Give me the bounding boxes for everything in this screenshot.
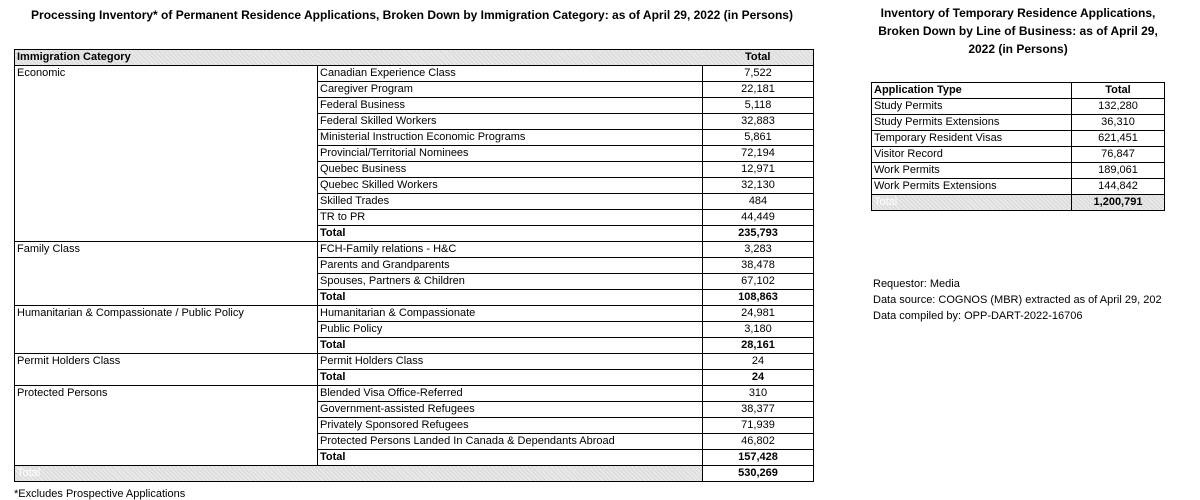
table-row xyxy=(872,147,1165,163)
requestor-text: Requestor: Media xyxy=(873,278,960,290)
report-metadata xyxy=(873,276,1162,324)
immigration-category: Permit Holders Class xyxy=(15,354,318,370)
table-row xyxy=(15,434,814,450)
application-value: 36,310 xyxy=(1072,115,1165,131)
category-blank xyxy=(15,114,318,130)
program-value: 3,180 xyxy=(703,322,814,338)
table-row xyxy=(15,178,814,194)
program-name: Canadian Experience Class xyxy=(318,66,703,82)
program-name: Federal Business xyxy=(318,98,703,114)
table-row xyxy=(15,210,814,226)
header-total: Total xyxy=(1072,83,1165,99)
grand-total-value: 530,269 xyxy=(738,467,778,479)
header-total: Total xyxy=(703,50,814,66)
subtotal-value: 24 xyxy=(703,370,814,386)
program-name: Quebec Business xyxy=(318,162,703,178)
subtotal-row xyxy=(15,370,814,386)
application-value: 144,842 xyxy=(1072,179,1165,195)
data-source-text: Data source: COGNOS (MBR) extracted as of April 29, 202 xyxy=(873,294,1162,306)
category-blank xyxy=(15,82,318,98)
program-name: Provincial/Territorial Nominees xyxy=(318,146,703,162)
permanent-table-header xyxy=(15,50,814,66)
program-value: 5,118 xyxy=(703,98,814,114)
table-row xyxy=(15,146,814,162)
subtotal-label: Total xyxy=(318,226,703,242)
subtotal-row xyxy=(15,226,814,242)
program-value: 32,130 xyxy=(703,178,814,194)
subtotal-label: Total xyxy=(318,290,703,306)
program-name: Caregiver Program xyxy=(318,82,703,98)
subtotal-row xyxy=(15,338,814,354)
permanent-residence-title: Processing Inventory* of Permanent Residence Applications, Broken Down by Immigration Category: as of April 29, 2022 (in Persons) xyxy=(31,8,793,22)
program-value: 71,939 xyxy=(703,418,814,434)
application-type: Work Permits Extensions xyxy=(872,179,1072,195)
subtotal-row xyxy=(15,450,814,466)
table-row xyxy=(872,131,1165,147)
program-value: 22,181 xyxy=(703,82,814,98)
program-value: 72,194 xyxy=(703,146,814,162)
table-row xyxy=(15,66,814,82)
category-blank xyxy=(15,322,318,338)
compiled-by-text: Data compiled by: OPP-DART-2022-16706 xyxy=(873,310,1083,322)
program-name: Blended Visa Office-Referred xyxy=(318,386,703,402)
immigration-category: Protected Persons xyxy=(15,386,318,402)
program-name: Spouses, Partners & Children xyxy=(318,274,703,290)
application-value: 189,061 xyxy=(1072,163,1165,179)
application-type: Study Permits Extensions xyxy=(872,115,1072,131)
category-blank xyxy=(15,210,318,226)
table-row xyxy=(15,354,814,370)
table-row xyxy=(15,402,814,418)
program-value: 3,283 xyxy=(703,242,814,258)
immigration-category: Humanitarian & Compassionate / Public Policy xyxy=(15,306,318,322)
category-blank xyxy=(15,370,318,386)
temporary-residence-table xyxy=(871,82,1165,211)
subtotal-value: 157,428 xyxy=(703,450,814,466)
subtotal-label: Total xyxy=(318,450,703,466)
program-name: Humanitarian & Compassionate xyxy=(318,306,703,322)
application-type: Work Permits xyxy=(872,163,1072,179)
program-value: 38,478 xyxy=(703,258,814,274)
subtotal-value: 28,161 xyxy=(703,338,814,354)
program-name: Parents and Grandparents xyxy=(318,258,703,274)
table-row xyxy=(15,386,814,402)
table-row xyxy=(15,274,814,290)
category-blank xyxy=(15,162,318,178)
program-name: Privately Sponsored Refugees xyxy=(318,418,703,434)
program-name: Government-assisted Refugees xyxy=(318,402,703,418)
program-value: 44,449 xyxy=(703,210,814,226)
program-value: 67,102 xyxy=(703,274,814,290)
program-name: Ministerial Instruction Economic Programs xyxy=(318,130,703,146)
total-row xyxy=(872,195,1165,211)
application-value: 76,847 xyxy=(1072,147,1165,163)
program-value: 24 xyxy=(703,354,814,370)
category-blank xyxy=(15,338,318,354)
temporary-residence-title: Inventory of Temporary Residence Applications, Broken Down by Line of Business: as of April 29, 2022 (in Persons) xyxy=(878,6,1158,56)
table-row xyxy=(15,306,814,322)
table-row xyxy=(15,242,814,258)
immigration-category: Family Class xyxy=(15,242,318,258)
subtotal-label: Total xyxy=(318,338,703,354)
application-value: 621,451 xyxy=(1072,131,1165,147)
header-blank xyxy=(318,50,703,66)
category-blank xyxy=(15,402,318,418)
immigration-category: Economic xyxy=(15,66,318,82)
category-blank xyxy=(15,274,318,290)
program-value: 5,861 xyxy=(703,130,814,146)
table-row xyxy=(872,179,1165,195)
table-row xyxy=(15,418,814,434)
category-blank xyxy=(15,146,318,162)
header-application-type: Application Type xyxy=(872,83,1072,99)
permanent-residence-table xyxy=(14,49,814,482)
application-value: 132,280 xyxy=(1072,99,1165,115)
footnote: *Excludes Prospective Applications xyxy=(14,488,186,500)
program-name: Protected Persons Landed In Canada & Dependants Abroad xyxy=(318,434,703,450)
subtotal-value: 235,793 xyxy=(703,226,814,242)
table-row xyxy=(15,114,814,130)
program-value: 32,883 xyxy=(703,114,814,130)
subtotal-row xyxy=(15,290,814,306)
category-blank xyxy=(15,226,318,242)
table-row xyxy=(15,258,814,274)
table-row xyxy=(872,115,1165,131)
program-value: 484 xyxy=(703,194,814,210)
category-blank xyxy=(15,290,318,306)
subtotal-label: Total xyxy=(318,370,703,386)
program-value: 24,981 xyxy=(703,306,814,322)
category-blank xyxy=(15,194,318,210)
category-blank xyxy=(15,258,318,274)
category-blank xyxy=(15,450,318,466)
program-value: 310 xyxy=(703,386,814,402)
grand-total-row xyxy=(15,466,814,482)
program-value: 46,802 xyxy=(703,434,814,450)
program-value: 12,971 xyxy=(703,162,814,178)
total-value: 1,200,791 xyxy=(1072,195,1165,211)
table-row xyxy=(15,194,814,210)
category-blank xyxy=(15,434,318,450)
temporary-table-header xyxy=(872,83,1165,99)
table-row xyxy=(872,99,1165,115)
subtotal-value: 108,863 xyxy=(703,290,814,306)
total-label: Total xyxy=(872,195,1072,211)
category-blank xyxy=(15,178,318,194)
table-row xyxy=(872,163,1165,179)
table-row xyxy=(15,162,814,178)
header-immigration-category: Immigration Category xyxy=(15,50,318,66)
program-name: Skilled Trades xyxy=(318,194,703,210)
category-blank xyxy=(15,130,318,146)
grand-total-label: Total xyxy=(15,466,703,482)
table-row xyxy=(15,98,814,114)
application-type: Temporary Resident Visas xyxy=(872,131,1072,147)
program-name: Federal Skilled Workers xyxy=(318,114,703,130)
application-type: Study Permits xyxy=(872,99,1072,115)
category-blank xyxy=(15,98,318,114)
table-row xyxy=(15,82,814,98)
table-row xyxy=(15,130,814,146)
program-name: Public Policy xyxy=(318,322,703,338)
application-type: Visitor Record xyxy=(872,147,1072,163)
program-name: TR to PR xyxy=(318,210,703,226)
program-name: Permit Holders Class xyxy=(318,354,703,370)
program-name: Quebec Skilled Workers xyxy=(318,178,703,194)
category-blank xyxy=(15,418,318,434)
table-row xyxy=(15,322,814,338)
program-value: 38,377 xyxy=(703,402,814,418)
program-name: FCH-Family relations - H&C xyxy=(318,242,703,258)
program-value: 7,522 xyxy=(703,66,814,82)
